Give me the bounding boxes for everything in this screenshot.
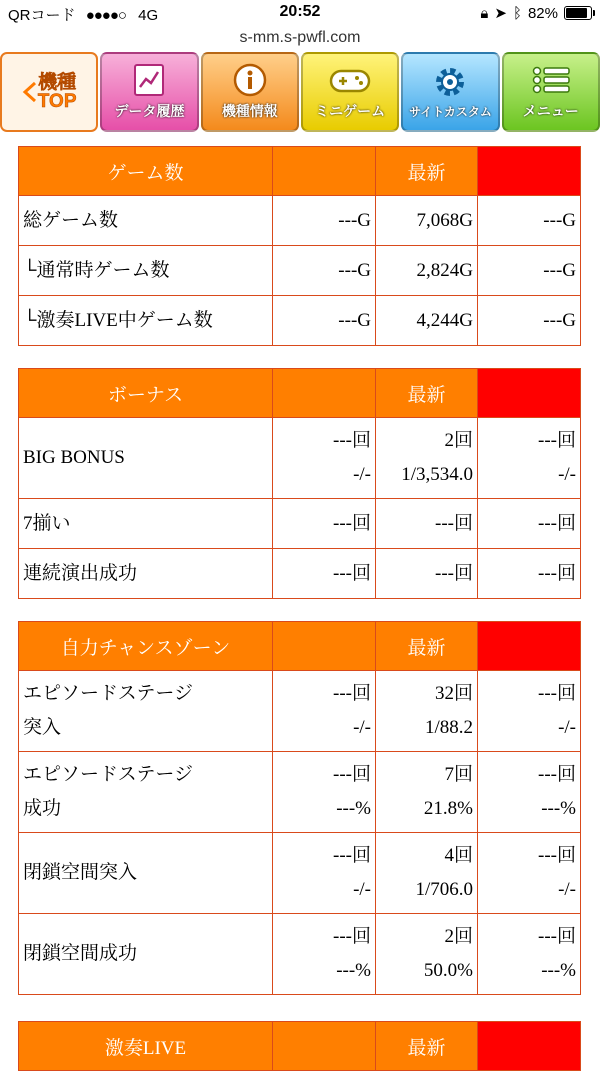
row-label-line: 閉鎖空間突入 <box>23 862 138 883</box>
value-col-1-line: ---回 <box>333 764 371 785</box>
table-header-title: ボーナス <box>19 369 273 418</box>
row-label <box>19 549 273 599</box>
value-latest-line: 7回 <box>444 764 473 785</box>
value-col-3-line: -/- <box>558 717 576 738</box>
value-col-1-line: ---回 <box>333 430 371 451</box>
value-latest-line: 1/706.0 <box>415 879 473 900</box>
table-header-latest: 最新 <box>376 1022 478 1071</box>
value-col-3 <box>478 246 581 296</box>
row-label <box>19 296 273 346</box>
value-col-3 <box>478 549 581 599</box>
table-header-title: 自力チャンスゾーン <box>19 622 273 671</box>
value-col-3-line: ---回 <box>538 562 576 584</box>
back-arrow-icon <box>22 81 38 103</box>
value-col-1-line: -/- <box>353 464 371 485</box>
value-col-1-line: ---回 <box>333 512 371 534</box>
table-row <box>19 296 581 346</box>
nav-machine-top-button[interactable] <box>0 52 98 132</box>
value-col-3 <box>478 499 581 549</box>
value-col-3-line: -/- <box>558 879 576 900</box>
table-header-title: ゲーム数 <box>19 147 273 196</box>
table-header-latest: 最新 <box>376 369 478 418</box>
table-row <box>19 671 581 752</box>
value-latest <box>376 296 478 346</box>
value-col-1-line: ---G <box>338 309 371 331</box>
row-label-line: └通常時ゲーム数 <box>23 259 170 281</box>
value-col-1-line: -/- <box>353 717 371 738</box>
table-row <box>19 914 581 995</box>
table-header-blank <box>273 622 376 671</box>
row-label-line: └激奏LIVE中ゲーム数 <box>23 309 213 331</box>
nav-machine-info-button[interactable] <box>201 52 299 132</box>
value-col-3 <box>478 833 581 914</box>
value-col-3 <box>478 196 581 246</box>
gamepad-icon <box>329 65 371 95</box>
table-row <box>19 499 581 549</box>
status-right <box>480 4 592 22</box>
table-header-red <box>478 147 581 196</box>
value-col-1 <box>273 914 376 995</box>
nav-data-history-label: データ履歴 <box>114 103 185 119</box>
value-latest <box>376 549 478 599</box>
value-col-1 <box>273 296 376 346</box>
nav-bar <box>0 52 600 132</box>
row-label-line: 7揃い <box>23 512 71 534</box>
value-col-1-line: ---回 <box>333 562 371 584</box>
stats-table <box>18 1021 581 1071</box>
value-col-1-line: ---% <box>336 798 371 819</box>
battery-icon <box>564 6 592 20</box>
nav-machine-top-label: 機種 TOP <box>37 72 77 112</box>
table-header-blank <box>273 147 376 196</box>
value-col-3 <box>478 418 581 499</box>
table-header-blank <box>273 1022 376 1071</box>
value-latest <box>376 499 478 549</box>
row-label-line: 突入 <box>23 717 62 738</box>
chart-document-icon <box>131 63 167 97</box>
value-latest <box>376 671 478 752</box>
value-col-3-line: ---回 <box>538 764 576 785</box>
carrier-label: QRコード <box>8 7 76 24</box>
value-col-3 <box>478 752 581 833</box>
value-col-1-line: ---回 <box>333 683 371 704</box>
value-col-3-line: ---回 <box>538 512 576 534</box>
value-latest-line: 2回 <box>444 430 473 451</box>
nav-mini-game-button[interactable] <box>301 52 399 132</box>
value-latest <box>376 752 478 833</box>
value-col-1 <box>273 833 376 914</box>
row-label <box>19 246 273 296</box>
row-label <box>19 752 273 833</box>
url-text: s-mm.s-pwfl.com <box>239 29 361 46</box>
value-latest-line: 2,824G <box>416 259 473 281</box>
row-label-line: エピソードステージ <box>23 764 194 785</box>
row-label <box>19 833 273 914</box>
value-col-3-line: ---G <box>543 309 576 331</box>
value-latest-line: 4回 <box>444 845 473 866</box>
rotation-lock-icon: 🔒︎ <box>480 4 489 22</box>
value-col-1 <box>273 499 376 549</box>
row-label-line: BIG BONUS <box>23 447 125 468</box>
data-tables <box>0 146 600 1071</box>
value-col-1-line: -/- <box>353 879 371 900</box>
row-label-line: 成功 <box>23 798 62 819</box>
value-latest-line: 21.8% <box>423 798 473 819</box>
row-label-line: 総ゲーム数 <box>23 209 119 231</box>
value-col-3-line: ---G <box>543 259 576 281</box>
value-latest-line: 1/3,534.0 <box>401 464 473 485</box>
value-col-1 <box>273 196 376 246</box>
info-icon <box>232 63 268 97</box>
value-col-3-line: -/- <box>558 464 576 485</box>
value-col-1-line: ---% <box>336 960 371 981</box>
value-latest-line: ---回 <box>435 562 473 584</box>
value-latest-line: 4,244G <box>416 309 473 331</box>
table-row <box>19 549 581 599</box>
table-row <box>19 752 581 833</box>
stats-table <box>18 368 581 599</box>
table-header-red <box>478 1022 581 1071</box>
table-header-red <box>478 369 581 418</box>
value-col-1-line: ---回 <box>333 845 371 866</box>
value-col-1 <box>273 752 376 833</box>
value-col-3-line: ---回 <box>538 845 576 866</box>
value-col-1 <box>273 549 376 599</box>
location-icon: ➤ <box>494 5 507 22</box>
table-header-red <box>478 622 581 671</box>
table-header-latest: 最新 <box>376 622 478 671</box>
value-col-1-line: ---G <box>338 259 371 281</box>
value-latest <box>376 914 478 995</box>
list-icon <box>531 65 571 95</box>
value-col-3-line: ---% <box>541 798 576 819</box>
value-col-3-line: ---G <box>543 209 576 231</box>
value-col-3 <box>478 914 581 995</box>
value-latest-line: 1/88.2 <box>424 717 473 738</box>
value-latest-line: 50.0% <box>423 960 473 981</box>
table-row <box>19 196 581 246</box>
table-header-title: 激奏LIVE <box>19 1022 273 1071</box>
value-col-1-line: ---回 <box>333 926 371 947</box>
value-col-1 <box>273 671 376 752</box>
network-type: 4G <box>138 7 159 24</box>
row-label <box>19 196 273 246</box>
value-latest <box>376 246 478 296</box>
address-bar[interactable] <box>0 26 600 52</box>
signal-strength: ●●●●○ <box>85 7 126 24</box>
nav-site-custom-label: サイトカスタム <box>409 104 492 119</box>
value-latest-line: ---回 <box>435 512 473 534</box>
row-label <box>19 418 273 499</box>
nav-data-history-button[interactable] <box>100 52 198 132</box>
table-header-latest: 最新 <box>376 147 478 196</box>
row-label-line: 連続演出成功 <box>23 562 138 584</box>
clock: 20:52 <box>279 3 321 20</box>
table-header-blank <box>273 369 376 418</box>
battery-percent: 82% <box>527 4 558 22</box>
row-label <box>19 671 273 752</box>
nav-site-custom-button[interactable] <box>401 52 499 132</box>
value-latest-line: 32回 <box>434 683 473 704</box>
value-latest-line: 2回 <box>444 926 473 947</box>
value-latest <box>376 833 478 914</box>
row-label-line: エピソードステージ <box>23 683 194 704</box>
nav-machine-info-label: 機種情報 <box>221 103 278 119</box>
value-col-1 <box>273 418 376 499</box>
table-row <box>19 833 581 914</box>
value-col-1-line: ---G <box>338 209 371 231</box>
row-label <box>19 914 273 995</box>
value-col-3 <box>478 671 581 752</box>
table-row <box>19 418 581 499</box>
value-latest <box>376 418 478 499</box>
status-bar <box>0 0 600 26</box>
nav-mini-game-label: ミニゲーム <box>315 103 386 119</box>
bluetooth-icon: ᛒ <box>512 4 522 22</box>
value-col-3-line: ---回 <box>538 683 576 704</box>
stats-table <box>18 146 581 346</box>
value-latest-line: 7,068G <box>416 209 473 231</box>
value-latest <box>376 196 478 246</box>
value-col-3-line: ---% <box>541 960 576 981</box>
stats-table <box>18 621 581 995</box>
gear-icon <box>432 65 468 99</box>
nav-menu-label: メニュー <box>522 103 579 119</box>
value-col-3-line: ---回 <box>538 926 576 947</box>
value-col-3-line: ---回 <box>538 430 576 451</box>
row-label <box>19 499 273 549</box>
value-col-3 <box>478 296 581 346</box>
table-row <box>19 246 581 296</box>
value-col-1 <box>273 246 376 296</box>
nav-menu-button[interactable] <box>502 52 600 132</box>
row-label-line: 閉鎖空間成功 <box>23 943 138 964</box>
